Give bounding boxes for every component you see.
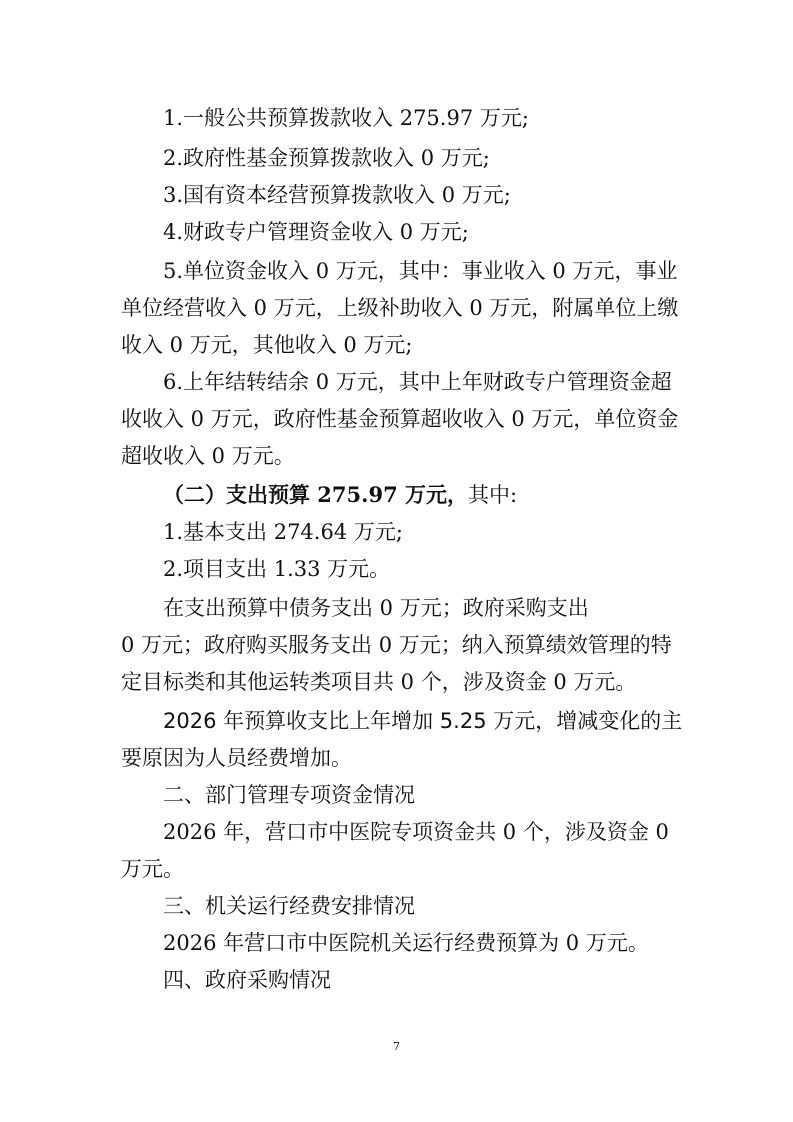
income-item-6-line2: 收收入 0 万元，政府性基金预算超收收入 0 万元，单位资金 [121,407,679,431]
expenditure-item-2: 2.项目支出 1.33 万元。 [163,557,391,581]
change-line2: 要原因为人员经费增加。 [121,746,352,770]
income-item-5-line3: 收入 0 万元，其他收入 0 万元; [121,333,413,357]
income-item-6-line1: 6.上年结转结余 0 万元，其中上年财政专户管理资金超 [163,370,672,394]
section2-para-line1: 2026 年，营口市中医院专项资金共 0 个，涉及资金 0 [163,820,669,844]
section2-para-line2: 万元。 [121,857,184,881]
income-item-5-line1: 5.单位资金收入 0 万元，其中：事业收入 0 万元，事业 [163,259,678,283]
expenditure-heading-line [163,480,793,510]
section3-title: 三、机关运行经费安排情况 [163,894,415,918]
income-item-4: 4.财政专户管理资金收入 0 万元; [163,220,469,244]
income-item-1: 1.一般公共预算拨款收入 275.97 万元; [163,106,529,130]
income-item-6-line3: 超收收入 0 万元。 [121,444,295,468]
income-item-3: 3.国有资本经营预算拨款收入 0 万元; [163,183,511,207]
section4-title: 四、政府采购情况 [163,968,331,992]
expenditure-para-line3: 定目标类和其他运转类项目共 0 个，涉及资金 0 万元。 [121,670,637,694]
expenditure-heading: （二）支出预算 275.97 万元， [163,482,468,507]
expenditure-item-1: 1.基本支出 274.64 万元; [163,520,403,544]
income-item-5-line2: 单位经营收入 0 万元，上级补助收入 0 万元，附属单位上缴 [121,296,679,320]
expenditure-para-line2: 0 万元；政府购买服务支出 0 万元；纳入预算绩效管理的特 [121,633,672,657]
expenditure-para-line1: 在支出预算中债务支出 0 万元；政府采购支出 [163,596,589,620]
section2-title: 二、部门管理专项资金情况 [163,783,415,807]
change-line1: 2026 年预算收支比上年增加 5.25 万元，增减变化的主 [163,709,683,733]
page-number: 7 [393,1040,400,1053]
income-item-2: 2.政府性基金预算拨款收入 0 万元; [163,146,490,170]
section3-para: 2026 年营口市中医院机关运行经费预算为 0 万元。 [163,931,649,955]
expenditure-heading-rest: 其中: [468,483,518,507]
